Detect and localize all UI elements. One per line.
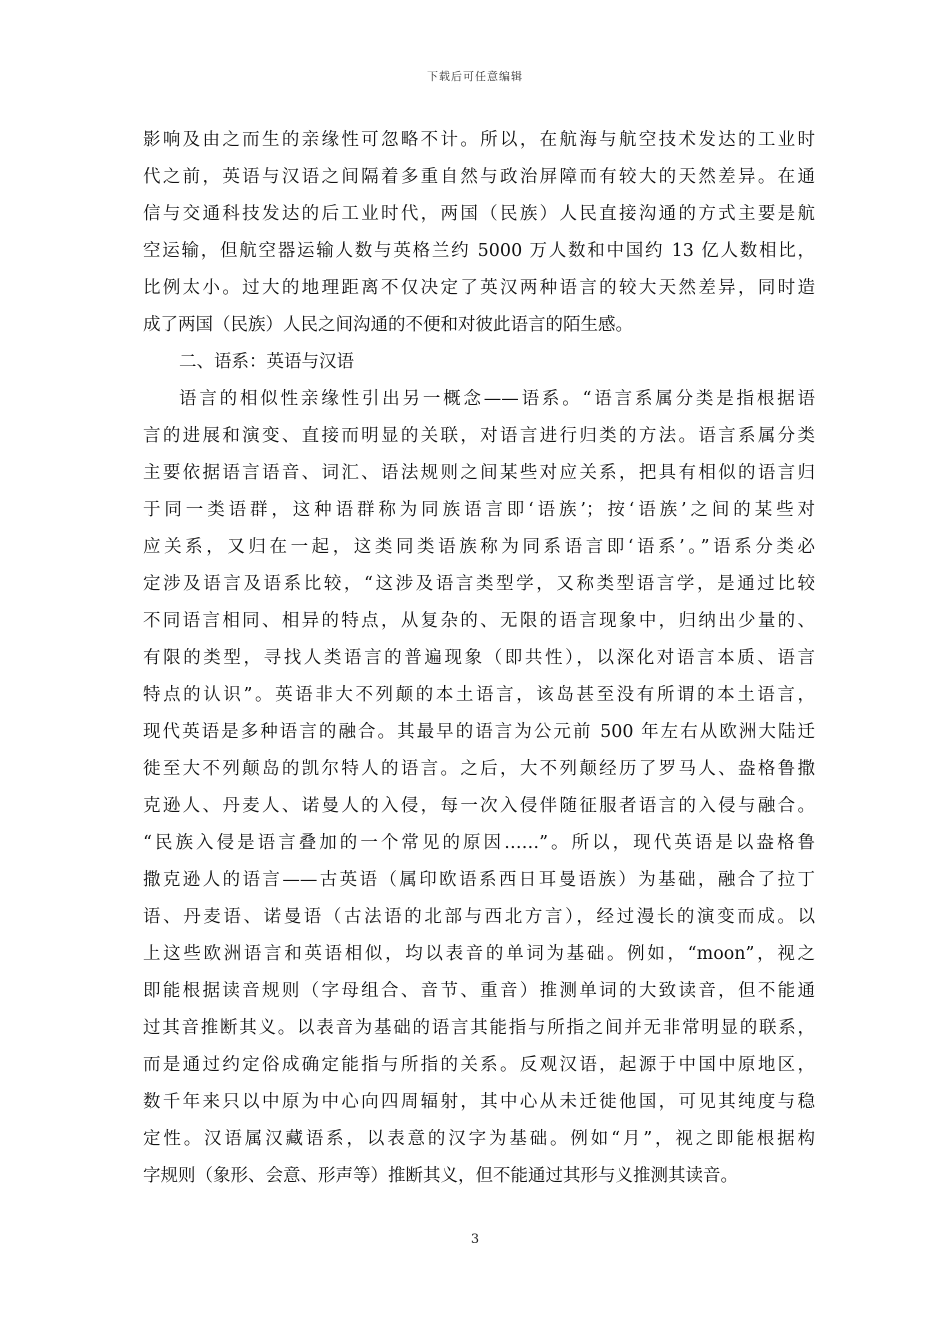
paragraph-2-line-13: “民族入侵是语言叠加的一个常见的原因……”。所以，现代英语是以盎格鲁 — [143, 833, 815, 853]
paragraph-2-line-16: 上这些欧洲语言和英语相似，均以表音的单词为基础。例如，“moon”，视之 — [143, 944, 815, 964]
paragraph-1-line-1: 影响及由之而生的亲缘性可忽略不计。所以，在航海与航空技术发达的工业时 — [143, 130, 815, 150]
paragraph-2-line-8: 有限的类型，寻找人类语言的普遍现象（即共性），以深化对语言本质、语言 — [143, 648, 815, 668]
paragraph-2-line-4: 于同一类语群，这种语群称为同族语言即‘语族’；按‘语族’之间的某些对 — [143, 500, 815, 520]
paragraph-2-line-17: 即能根据读音规则（字母组合、音节、重音）推测单词的大致读音，但不能通 — [143, 981, 815, 1001]
paragraph-1-line-2: 代之前，英语与汉语之间隔着多重自然与政治屏障而有较大的天然差异。在通 — [143, 167, 815, 187]
paragraph-2-line-3: 主要依据语言语音、词汇、语法规则之间某些对应关系，把具有相似的语言归 — [143, 463, 815, 483]
paragraph-2-line-20: 数千年来只以中原为中心向四周辐射，其中心从未迁徙他国，可见其纯度与稳 — [143, 1092, 815, 1112]
paragraph-2-line-9: 特点的认识”。英语非大不列颠的本土语言，该岛甚至没有所谓的本土语言， — [143, 685, 815, 705]
paragraph-2-line-6: 定涉及语言及语系比较，“这涉及语言类型学，又称类型语言学，是通过比较 — [143, 574, 815, 594]
paragraph-2-line-15: 语、丹麦语、诺曼语（古法语的北部与西北方言），经过漫长的演变而成。以 — [143, 907, 815, 927]
paragraph-1-line-6: 成了两国（民族）人民之间沟通的不便和对彼此语言的陌生感。 — [143, 315, 633, 335]
paragraph-2-line-2: 言的进展和演变、直接而明显的关联，对语言进行归类的方法。语言系属分类 — [143, 426, 815, 446]
paragraph-2-line-14: 撒克逊人的语言——古英语（属印欧语系西日耳曼语族）为基础，融合了拉丁 — [143, 870, 815, 890]
section-heading: 二、语系：英语与汉语 — [179, 352, 354, 372]
paragraph-2-line-10: 现代英语是多种语言的融合。其最早的语言为公元前 500 年左右从欧洲大陆迁 — [143, 722, 815, 742]
body-text — [143, 122, 815, 1195]
paragraph-2-line-18: 过其音推断其义。以表音为基础的语言其能指与所指之间并无非常明显的联系， — [143, 1018, 815, 1038]
paragraph-2-line-22: 字规则（象形、会意、形声等）推断其义，但不能通过其形与义推测其读音。 — [143, 1166, 738, 1186]
paragraph-2-line-7: 不同语言相同、相异的特点，从复杂的、无限的语言现象中，归纳出少量的、 — [143, 611, 815, 631]
paragraph-2-line-19: 而是通过约定俗成确定能指与所指的关系。反观汉语，起源于中国中原地区， — [143, 1055, 815, 1075]
paragraph-2-line-5: 应关系，又归在一起，这类同类语族称为同系语言即‘语系’。”语系分类必 — [143, 537, 815, 557]
page-number: 3 — [470, 1232, 480, 1247]
paragraph-2-line-1: 语言的相似性亲缘性引出另一概念——语系。“语言系属分类是指根据语 — [179, 389, 815, 409]
paragraph-2-line-21: 定性。汉语属汉藏语系，以表意的汉字为基础。例如“月”，视之即能根据构 — [143, 1129, 815, 1149]
page-header: 下载后可任意编辑 — [427, 70, 523, 83]
paragraph-1-line-5: 比例太小。过大的地理距离不仅决定了英汉两种语言的较大天然差异，同时造 — [143, 278, 815, 298]
paragraph-2-line-11: 徙至大不列颠岛的凯尔特人的语言。之后，大不列颠经历了罗马人、盎格鲁撒 — [143, 759, 815, 779]
paragraph-1-line-3: 信与交通科技发达的后工业时代，两国（民族）人民直接沟通的方式主要是航 — [143, 204, 815, 224]
paragraph-2-line-12: 克逊人、丹麦人、诺曼人的入侵，每一次入侵伴随征服者语言的入侵与融合。 — [143, 796, 815, 816]
paragraph-1-line-4: 空运输，但航空器运输人数与英格兰约 5000 万人数和中国约 13 亿人数相比， — [143, 241, 815, 261]
